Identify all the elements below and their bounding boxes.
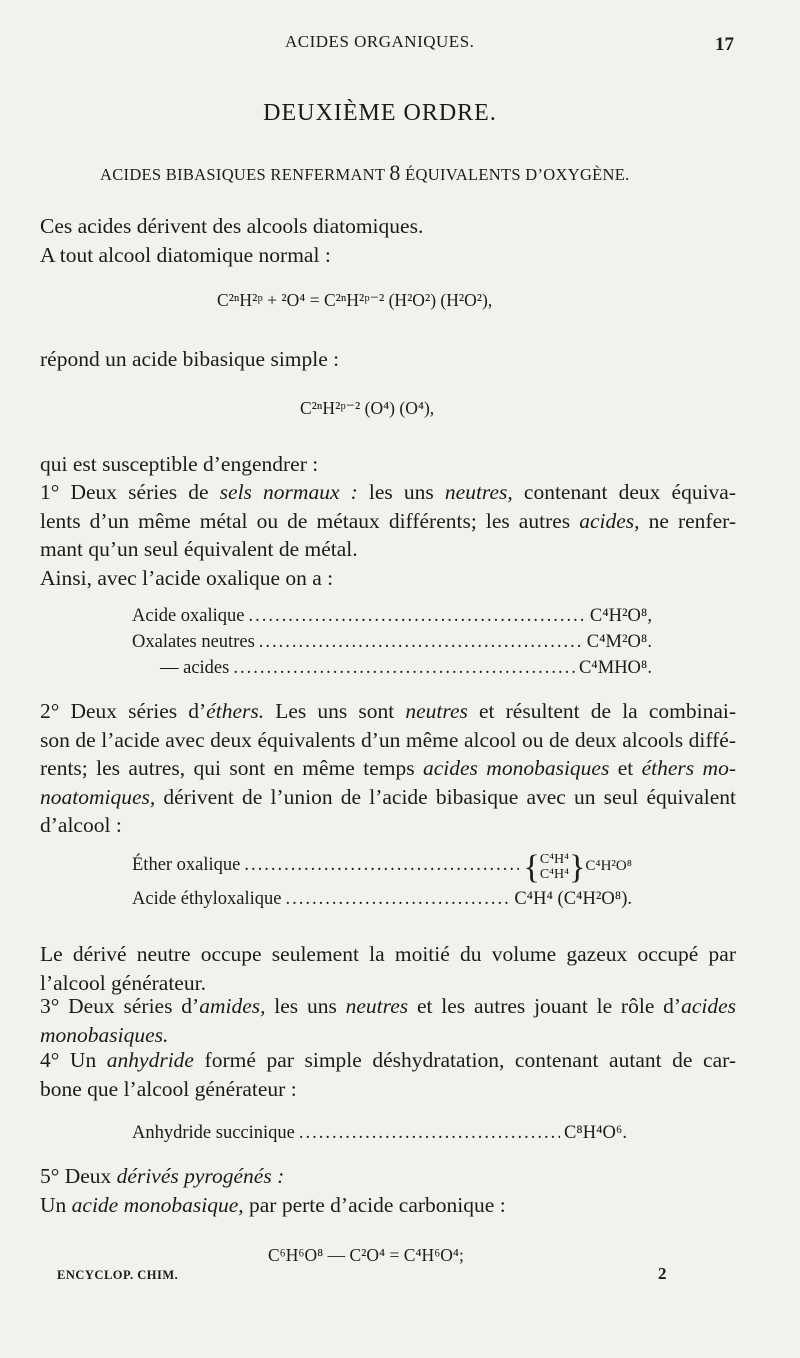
paragraph-line: 2° Deux séries d’éthers. Les uns sont neutres et résultent de la combinai- bbox=[40, 699, 737, 723]
table-row: Acide éthyloxalique ..... C⁴H⁴ (C⁴H²O⁸). bbox=[132, 886, 632, 912]
formula-acide: C²ⁿH²ᵖ⁻² (O⁴) (O⁴), bbox=[300, 398, 435, 418]
paragraph-intro bbox=[40, 212, 736, 269]
table-row: — acides ..... C⁴MHO⁸. bbox=[132, 655, 652, 681]
paragraph-line: rents; les autres, qui sont en même temps acides monobasiques et éthers mo- bbox=[40, 756, 736, 780]
footer-sheet-number: 2 bbox=[658, 1264, 667, 1283]
paragraph-line: monobasiques. bbox=[40, 1022, 169, 1047]
footer-signature: ENCYCLOP. CHIM. bbox=[57, 1268, 179, 1282]
paragraph-line: lents d’un même métal ou de métaux différents; les autres acides, ne renfer- bbox=[40, 508, 736, 533]
paragraph-engendrer bbox=[40, 450, 736, 479]
item-ethers bbox=[40, 697, 736, 840]
paragraph-line: Un acide monobasique, par perte d’acide carbonique : bbox=[40, 1192, 506, 1217]
item-pyrogenes bbox=[40, 1162, 736, 1219]
paragraph-line: bone que l’alcool générateur : bbox=[40, 1076, 297, 1101]
table-ethers bbox=[132, 849, 632, 912]
paragraph-line: mant qu’un seul équivalent de métal. bbox=[40, 537, 358, 561]
table-oxalates bbox=[132, 603, 652, 681]
paragraph-line: Ainsi, avec l’acide oxalique on a : bbox=[40, 565, 334, 590]
paragraph-line: qui est susceptible d’engendrer : bbox=[40, 452, 319, 476]
subtitle-number: 8 bbox=[389, 160, 401, 185]
table-row: Oxalates neutres ..... C⁴M²O⁸. bbox=[132, 629, 652, 655]
paragraph-volume bbox=[40, 940, 736, 997]
table-row: Acide oxalique ..... C⁴H²O⁸, bbox=[132, 603, 652, 629]
paragraph-line: répond un acide bibasique simple : bbox=[40, 347, 340, 371]
paragraph-line: 3° Deux séries d’amides, les uns neutres et les autres jouant le rôle d’acides bbox=[40, 994, 737, 1018]
paragraph-line: A tout alcool diatomique normal : bbox=[40, 242, 331, 267]
table-anhydride bbox=[132, 1120, 627, 1146]
paragraph-line: 4° Un anhydride formé par simple déshydratation, contenant autant de car- bbox=[40, 1048, 736, 1072]
paragraph-line: 1° Deux séries de sels normaux : les uns neutres, contenant deux équiva- bbox=[40, 480, 736, 504]
item-amides bbox=[40, 992, 736, 1049]
paragraph-acide bbox=[40, 345, 736, 374]
paragraph-line: 5° Deux dérivés pyrogénés : bbox=[40, 1164, 285, 1188]
paragraph-line: Le dérivé neutre occupe seulement la moitié du volume gazeux occupé par bbox=[40, 942, 736, 966]
item-anhydride bbox=[40, 1046, 736, 1103]
table-row: Anhydride succinique ..... C⁸H⁴O⁶. bbox=[132, 1120, 627, 1146]
table-row: Éther oxalique ..... {C⁴H⁴ C⁴H⁴}C⁴H²O⁸ bbox=[132, 852, 632, 882]
paragraph-line: Ces acides dérivent des alcools diatomiques. bbox=[40, 214, 424, 238]
paragraph-line: l’alcool générateur. bbox=[40, 970, 206, 995]
formula-alcool: C²ⁿH²ᵖ + ²O⁴ = C²ⁿH²ᵖ⁻² (H²O²) (H²O²), bbox=[217, 290, 493, 310]
page-number: 17 bbox=[715, 34, 734, 55]
subtitle-text: ACIDES BIBASIQUES RENFERMANT bbox=[100, 165, 390, 184]
section-subtitle bbox=[100, 160, 630, 186]
paragraph-line: d’alcool : bbox=[40, 813, 122, 837]
section-title: DEUXIÈME ORDRE. bbox=[263, 100, 497, 126]
paragraph-line: noatomiques, dérivent de l’union de l’acide bibasique avec un seul équivalent bbox=[40, 784, 736, 809]
running-header: ACIDES ORGANIQUES. bbox=[285, 32, 475, 51]
subtitle-text-end: ÉQUIVALENTS D’OXYGÈNE. bbox=[400, 165, 630, 184]
formula-pyrogene: C⁶H⁶O⁸ — C²O⁴ = C⁴H⁶O⁴; bbox=[268, 1245, 464, 1265]
item-sels bbox=[40, 478, 736, 592]
paragraph-line: son de l’acide avec deux équivalents d’un même alcool ou de deux alcools diffé- bbox=[40, 727, 736, 752]
